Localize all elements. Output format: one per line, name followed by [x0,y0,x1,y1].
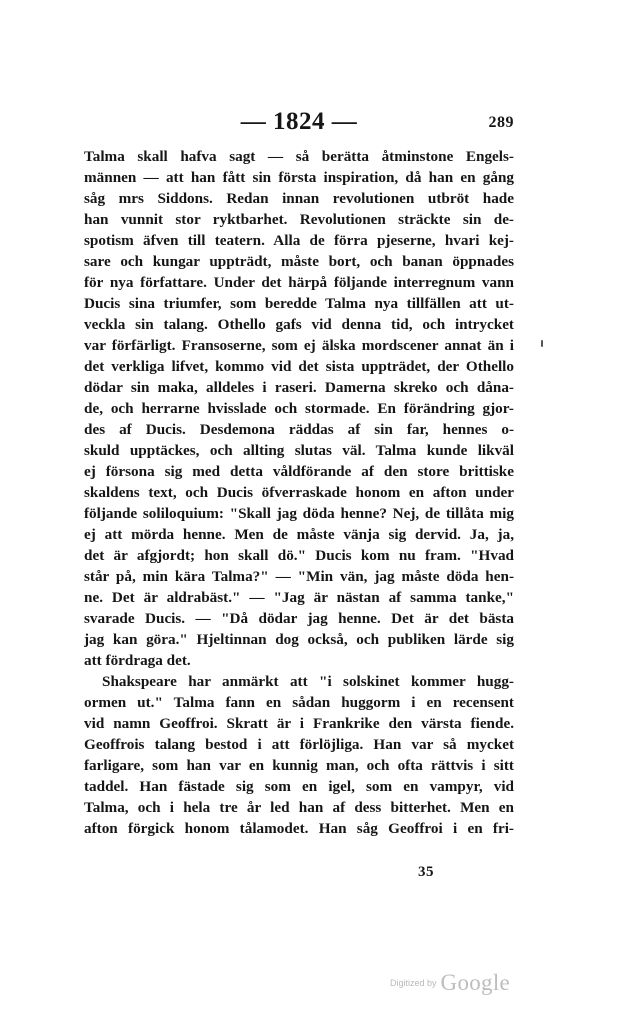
text-line: ne. Det är aldrabäst." — "Jag är nästan af samma tanke," [84,589,514,606]
text-line: står på, min kära Talma?" — "Min vän, jag måste döda hen- [84,568,514,585]
body-text [84,146,514,839]
text-line: Ducis sina triumfer, som beredde Talma nya tillfällen att ut- [84,295,514,312]
text-line: skuld upptäckes, och allting slutas väl. Talma kunde likväl [84,442,514,459]
text-line: jag kan göra." Hjeltinnan dog också, och publiken lärde sig [84,631,514,648]
text-line: svarade Ducis. — "Då dödar jag henne. Det är det bästa [84,610,514,627]
text-line: farligare, som han var en kunnig man, och ofta rättvis i sitt [84,757,514,774]
page-number: 289 [488,114,514,131]
page-header [84,108,514,138]
text-line: det verkliga lifvet, kommo vid det sista uppträdet, der Othello [84,358,514,375]
paragraph-start-line: Shakspeare har anmärkt att "i solskinet kommer hugg- [102,673,514,690]
signature-mark: 35 [418,864,434,880]
text-line: ej försona sig med detta våldförande af den store brittiske [84,463,514,480]
text-line: följande soliloquium: "Skall jag döda henne? Nej, de tillåta mig [84,505,514,522]
text-line: ormen ut." Talma fann en sådan huggorm i en recensent [84,694,514,711]
text-line: vid namn Geoffroi. Skratt är i Frankrike den värsta fiende. [84,715,514,732]
text-line: de, och herrarne hvisslade och stormade. En förändring gjor- [84,400,514,417]
text-line: veckla sin talang. Othello gafs vid denna tid, och intrycket [84,316,514,333]
year-heading: — 1824 — [240,108,358,135]
text-line: Geoffrois talang bestod i att förlöjliga. Han var så mycket [84,736,514,753]
text-line: han vunnit stor ryktbarhet. Revolutionen sträckte sin de- [84,211,514,228]
text-line: männen — att han fått sin första inspiration, då han en gång [84,169,514,186]
text-line: taddel. Han fästade sig som en igel, som en vampyr, vid [84,778,514,795]
text-line: dödar sin maka, alldeles i raseri. Damerna skreko och dåna- [84,379,514,396]
text-line: var förfärligt. Fransoserne, som ej älska mordscener annat än i [84,337,514,354]
text-line: sare och kungar uppträdt, måste bort, och banan öppnades [84,253,514,270]
text-line: afton förgick honom tålamodet. Han såg Geoffroi i en fri- [84,820,514,837]
text-line: ej att mörda henne. Men de måste vänja sig dervid. Ja, ja, [84,526,514,543]
text-line: det är afgjordt; hon skall dö." Ducis kom nu fram. "Hvad [84,547,514,564]
text-line: för nya författare. Under det härpå följande interregnum vann [84,274,514,291]
google-logo: Google [440,970,511,995]
watermark-prefix: Digitized by [390,978,437,988]
text-line: Talma, och i hela tre år led han af dess bitterhet. Men en [84,799,514,816]
text-line: spotism äfven till teatern. Alla de förra pjeserne, hvari kej- [84,232,514,249]
paragraph-end-line: att fördraga det. [84,652,191,669]
text-line: såg mrs Siddons. Redan innan revolutionen utbröt hade [84,190,514,207]
text-line: Talma skall hafva sagt — så berätta åtminstone Engels- [84,148,514,165]
text-line: skaldens text, och Ducis öfverraskade honom en afton under [84,484,514,501]
digitization-watermark [390,970,530,1000]
margin-ink-mark [541,340,543,347]
text-line: des af Ducis. Desdemona räddas af sin far, hennes o- [84,421,514,438]
